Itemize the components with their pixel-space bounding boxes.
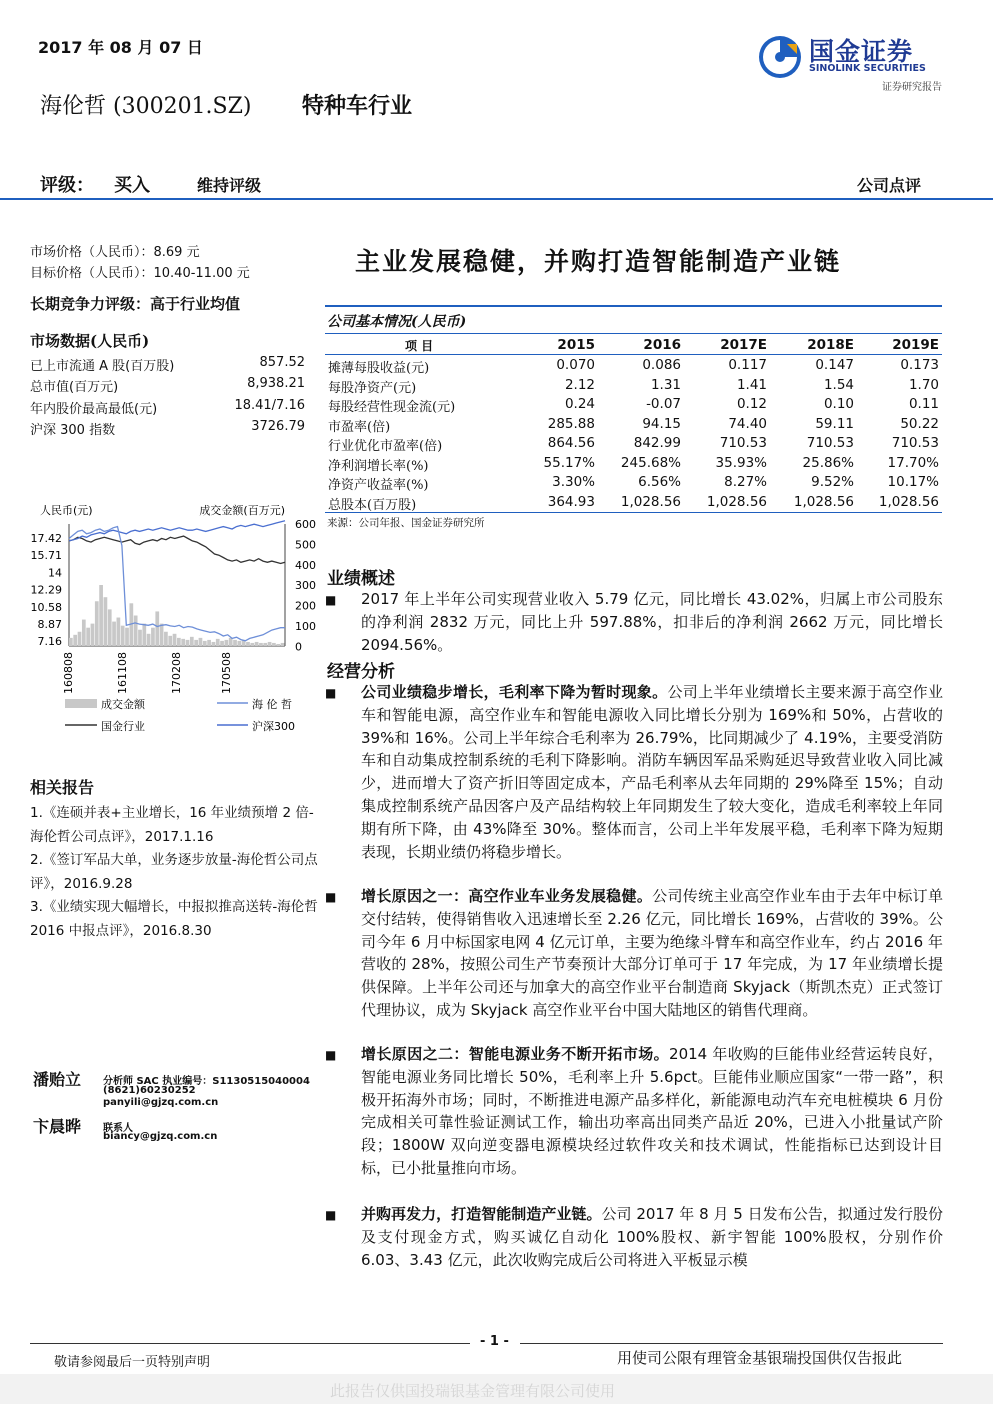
volume-bar [86,628,90,646]
analyst-email[interactable]: panyili@gjzq.com.cn [103,1097,219,1108]
table-cell: 0.24 [564,396,595,412]
brand-sub: 证券研究报告 [882,82,942,93]
industry-name: 特种车行业 [302,93,413,119]
volume-bar [225,640,229,646]
y-tick-label-right: 300 [295,579,316,593]
table-row-label: 净资产收益率(%) [328,478,429,493]
market-data-label: 沪深 300 指数 [30,423,116,438]
bullet-icon: ■ [325,1208,337,1222]
table-cell: 842.99 [633,435,681,451]
table-row-label: 每股净资产(元) [328,380,417,396]
volume-bar [95,601,99,646]
table-cell: 1.31 [650,376,681,393]
title-divider [325,305,942,307]
footer-divider [520,1343,943,1344]
table-cell: 1,028.56 [706,493,767,510]
table-row [325,416,945,435]
volume-bar [168,636,172,646]
table-cell: 710.53 [806,435,854,451]
volume-bar [160,624,164,646]
table-cell: 10.17% [887,474,939,490]
table-row-label: 总股本(百万股) [328,497,417,513]
volume-bar [99,585,103,646]
volume-bar [138,630,142,646]
summary-text: 2017 年上半年公司实现营业收入 5.79 亿元，同比增长 43.02%，归属上市公司股东的净利润 2832 万元，同比上升 597.88%，扣非后的净利润 2662 万元，同比增长 2094.56%。 [361,590,943,654]
market-data-row [30,355,305,374]
x-tick-label: 170508 [220,652,233,694]
table-cell: 1,028.56 [878,493,939,510]
volume-bar [69,638,73,646]
y-tick-label-right: 600 [295,518,316,531]
volume-bar [91,624,95,646]
volume-bar [255,642,259,646]
table-cell: 35.93% [715,454,767,471]
table-cell: 1.70 [908,376,939,393]
industry-line [69,536,285,563]
table-cell: 17.70% [887,454,939,471]
brand-cn: 国金证券 [809,37,914,66]
table-row-label: 摊薄每股收益(元) [328,361,430,376]
volume-bar [194,640,198,646]
volume-bar [164,632,168,646]
y-axis-label-left: 人民币(元) [40,504,93,517]
table-row [325,494,945,513]
analysis-item-lead: 增长原因之二：智能电源业务不断开拓市场。 [361,1045,670,1063]
analysis-item-lead: 增长原因之一：高空作业车业务发展稳健。 [361,887,653,905]
y-tick-label-right: 0 [295,640,302,654]
table-cell: 864.56 [547,435,595,451]
market-data-value: 8,938.21 [247,376,305,391]
x-tick-label: 161108 [116,652,129,694]
market-data-label: 已上市流通 A 股(百万股) [30,359,175,374]
table-cell: 2.12 [564,376,595,393]
table-title: 公司基本情况(人民币) [327,314,467,330]
legend-label: 成交金额 [101,698,145,711]
analyst-email[interactable]: biancy@gjzq.com.cn [103,1131,218,1142]
table-cell: 710.53 [891,435,939,451]
table-row-label: 行业优化市盈率(倍) [328,439,443,454]
market-data-label: 年内股价最高最低(元) [30,402,158,417]
page-number: - 1 - [480,1334,509,1349]
brand-logo [757,30,947,92]
rating-action: 维持评级 [197,176,262,195]
report-date: 2017 年 08 月 07 日 [38,38,203,57]
volume-bar [237,641,241,646]
volume-bar [272,643,276,646]
market-data-row [30,398,305,417]
y-tick-label-right: 500 [295,538,316,552]
table-header-cell: 2017E [720,337,767,353]
table-cell: 245.68% [620,454,681,471]
y-tick-label-left: 12.29 [30,583,62,597]
volume-bar [82,620,86,646]
legend-label: 海 伦 哲 [252,698,292,711]
table-row [325,474,945,493]
volume-bar [108,609,112,646]
price-chart [22,500,322,740]
analysis-item-text: 2014 年收购的巨能伟业经营运转良好，智能电源业务同比增长 50%，毛利率上升 5.6pct。巨能伟业顺应国家“一带一路”，积极开拓海外市场；同时，不断推进电源产品多样化，新能源电动汽车充电桩模块 6 月份完成相关可靠性验证测试工作，输出功率高出同类产品近 20%，已进入小批量试产阶段；1800W 双向逆变器电源模块经过软件攻关和技术调试，性能指标已达到设计目标，已小批量推向市场。 [361,1045,943,1177]
volume-bar [250,643,254,646]
volume-bar [263,643,267,646]
table-row [325,377,945,396]
table-row-label: 市盈率(倍) [328,419,391,435]
volume-bar [142,624,146,646]
related-title: 相关报告 [30,778,95,797]
table-cell: 50.22 [900,415,939,432]
y-tick-label-right: 400 [295,558,316,572]
analysis-item-lead: 并购再发力，打造智能制造产业链。 [361,1205,602,1223]
x-tick-label: 160808 [62,652,75,694]
y-tick-label-left: 17.42 [30,532,62,545]
volume-bar [173,634,177,646]
footer-right-text: 用使司公限有理管金基银瑞投国供仅告报此 [617,1349,903,1367]
legend-label: 国金行业 [101,720,145,733]
analysis-item [361,681,943,863]
table-cell: 0.117 [728,357,767,373]
analyst-role: 联系人 [103,1123,133,1134]
rating-label: 评级： [40,175,94,196]
table-header-cell: 2018E [807,337,854,353]
table-cell: -0.07 [646,396,681,412]
bullet-icon: ■ [325,890,337,904]
volume-bar [199,638,203,646]
analyst-role: 分析师 SAC 执业编号：S1130515040004 [103,1076,310,1087]
table-cell: 1.54 [823,376,854,393]
market-data-value: 3726.79 [251,419,305,434]
volume-bar [268,642,272,646]
volume-bar [216,639,220,646]
target-price: 目标价格（人民币）：10.40-11.00 元 [30,266,250,281]
related-item[interactable]: 1.《连硕并表+主业增长，16 年业绩预增 2 倍-海伦哲公司点评》，2017.1.16 [30,805,314,845]
brand-logo-icon [757,34,803,80]
table-header-cell: 2016 [643,337,681,353]
table-cell: 364.93 [547,493,595,510]
table-cell: 3.30% [552,474,595,490]
table-row [325,455,945,474]
table-cell: 94.15 [642,415,681,432]
table-source: 来源：公司年报、国金证券研究所 [327,517,485,529]
volume-bar [203,641,207,646]
volume-bar [112,622,116,646]
y-tick-label-left: 10.58 [30,600,62,614]
brand-en: SINOLINK SECURITIES [809,63,926,74]
related-item[interactable]: 2.《签订军品大单，业务逐步放量-海伦哲公司点评》，2016.9.28 [30,852,318,892]
market-data-label: 总市值(百万元) [30,380,119,395]
footer-watermark: 此报告仅供国投瑞银基金管理有限公司使用 [330,1382,616,1400]
table-cell: 1,028.56 [620,493,681,510]
table-header-cell: 项 目 [405,339,434,353]
table-row-label: 每股经营性现金流(元) [328,400,456,415]
volume-bar [281,643,285,646]
legend-label: 沪深300 [252,720,295,733]
volume-bar [190,637,194,646]
analysis-item [361,1043,943,1180]
volume-bar [186,640,190,646]
table-cell: 0.086 [642,357,681,373]
table-row [325,396,945,415]
table-cell: 710.53 [719,435,767,451]
y-axis-label-right: 成交金额(百万元) [199,504,285,517]
table-cell: 59.11 [815,415,854,432]
x-tick-label: 170208 [170,652,183,694]
volume-bar [117,618,121,646]
table-cell: 0.10 [823,396,854,412]
y-tick-label-right: 200 [295,599,316,613]
volume-bar [246,642,250,646]
volume-bar [134,616,138,647]
market-price: 市场价格（人民币）：8.69 元 [30,245,200,260]
analyst-phone: (8621)60230252 [103,1085,196,1096]
y-tick-label-right: 100 [295,620,316,633]
volume-bar [73,635,77,646]
volume-bar [104,597,108,646]
market-data-row [30,376,305,395]
footer-disclaimer: 敬请参阅最后一页特别声明 [54,1355,211,1370]
footer-divider [30,1343,470,1344]
table-cell: 55.17% [543,454,595,471]
table-cell: 25.86% [802,454,854,471]
volume-bar [121,626,125,646]
volume-bar [147,634,151,646]
volume-bar [259,643,263,646]
analyst-name: 潘贻立 [33,1070,82,1089]
table-row [325,357,945,376]
table-divider [325,333,942,334]
y-tick-label-left: 7.16 [37,635,62,649]
table-header-divider [325,354,942,355]
table-bottom-divider [325,512,942,513]
table-cell: 0.147 [815,357,854,373]
volume-bar [233,640,237,646]
table-header-cell: 2015 [557,337,595,353]
bullet-icon: ■ [325,1048,337,1062]
table-header-cell: 2019E [892,337,939,353]
volume-bar [155,611,159,646]
table-cell: 1,028.56 [793,493,854,510]
table-cell: 74.40 [728,415,767,432]
report-title: 主业发展稳健，并购打造智能制造产业链 [355,247,842,276]
analysis-item [361,1203,943,1271]
market-data-title: 市场数据(人民币) [30,332,150,350]
analysis-item-text: 公司传统主业高空作业车由于去年中标订单交付结转，使得销售收入迅速增长至 2.26 亿元，同比增长 169%，占营收的 39%。公司今年 6 月中标国家电网 4 亿元订单，主要为绝缘斗臂车和高空作业车，约占 2016 年营收的 28%，按照公司生产节奏预计大部分订单可于 17 年完成，为 17 年业绩增长提供保障。上半年公司还与加拿大的高空作业平台制造商 Skyjack（斯凯杰克）正式签订代理协议，成为 Skyjack 高空作业平台中国大陆地区的销售代理商。 [361,887,943,1019]
volume-bar [220,641,224,646]
volume-bar [207,640,211,646]
volume-bar [125,628,129,646]
table-cell: 0.11 [908,396,939,412]
bullet-icon: ■ [325,686,337,700]
table-cell: 8.27% [724,474,767,490]
volume-bar [151,628,155,646]
table-cell: 0.070 [556,357,595,373]
analysis-title: 经营分析 [327,662,395,682]
table-cell: 1.41 [736,376,767,393]
market-data-value: 857.52 [259,355,305,370]
company-name: 海伦哲 (300201.SZ) [40,94,252,119]
table-cell: 0.173 [900,357,939,373]
y-tick-label-left: 8.87 [37,618,62,631]
rating-value: 买入 [114,175,150,196]
y-tick-label-left: 15.71 [30,549,62,563]
table-cell: 0.12 [736,396,767,412]
header-divider [0,198,993,200]
volume-bar [276,644,280,646]
table-row-label: 净利润增长率(%) [328,458,429,474]
volume-bar [78,632,82,646]
volume-bar [177,638,181,646]
market-data-value: 18.41/7.16 [234,398,305,413]
summary-title: 业绩概述 [327,569,395,589]
y-tick-label-left: 14 [48,566,62,580]
report-type: 公司点评 [857,176,922,195]
bullet-icon: ■ [325,593,337,607]
volume-bar [181,639,185,646]
table-cell: 6.56% [638,474,681,490]
analysis-item-text: 公司上半年业绩增长主要来源于高空作业车和智能电源，高空作业车和智能电源收入同比增长分别为 169%和 50%，占营收的 39%和 16%。公司上半年综合毛利率为 26.79%，比同期减少了 4.19%，主要受消防车和自动集成控制系统的毛利下降影响。消防车辆因军品采购延迟导致营业收入同比减少，进而增大了资产折旧等固定成本，产品毛利率从去年同期的 29%降至 15%；自动集成控制系统产品因客户及产品结构较上年同期发生了较大变化，造成毛利率较上年同期有所下降，由 43%降至 30%。整体而言，公司上半年发展平稳，毛利率下降为短期表现，长期业绩仍将稳步增长。 [361,683,943,861]
analysis-item-text: 公司 2017 年 8 月 5 日发布公告，拟通过发行股份及支付现金方式，购买诚亿自动化 100%股权、新宇智能 100%股权，分别作价 6.03、3.43 亿元，此次收购完成后公司将进入平板显示模 [361,1205,943,1269]
table-row [325,435,945,454]
table-cell: 9.52% [811,474,854,490]
market-data-row [30,419,305,438]
volume-bar [212,642,216,646]
legend-swatch-volume [65,699,97,708]
competitiveness: 长期竞争力评级：高于行业均值 [30,295,241,313]
analyst-name: 卞晨晔 [33,1117,82,1136]
related-item[interactable]: 3.《业绩实现大幅增长，中报拟推高送转-海伦哲 2016 中报点评》，2016.8.30 [30,899,318,939]
table-cell: 285.88 [547,415,595,432]
analysis-item [361,885,943,1022]
analysis-item-lead: 公司业绩稳步增长，毛利率下降为暂时现象。 [361,683,668,701]
